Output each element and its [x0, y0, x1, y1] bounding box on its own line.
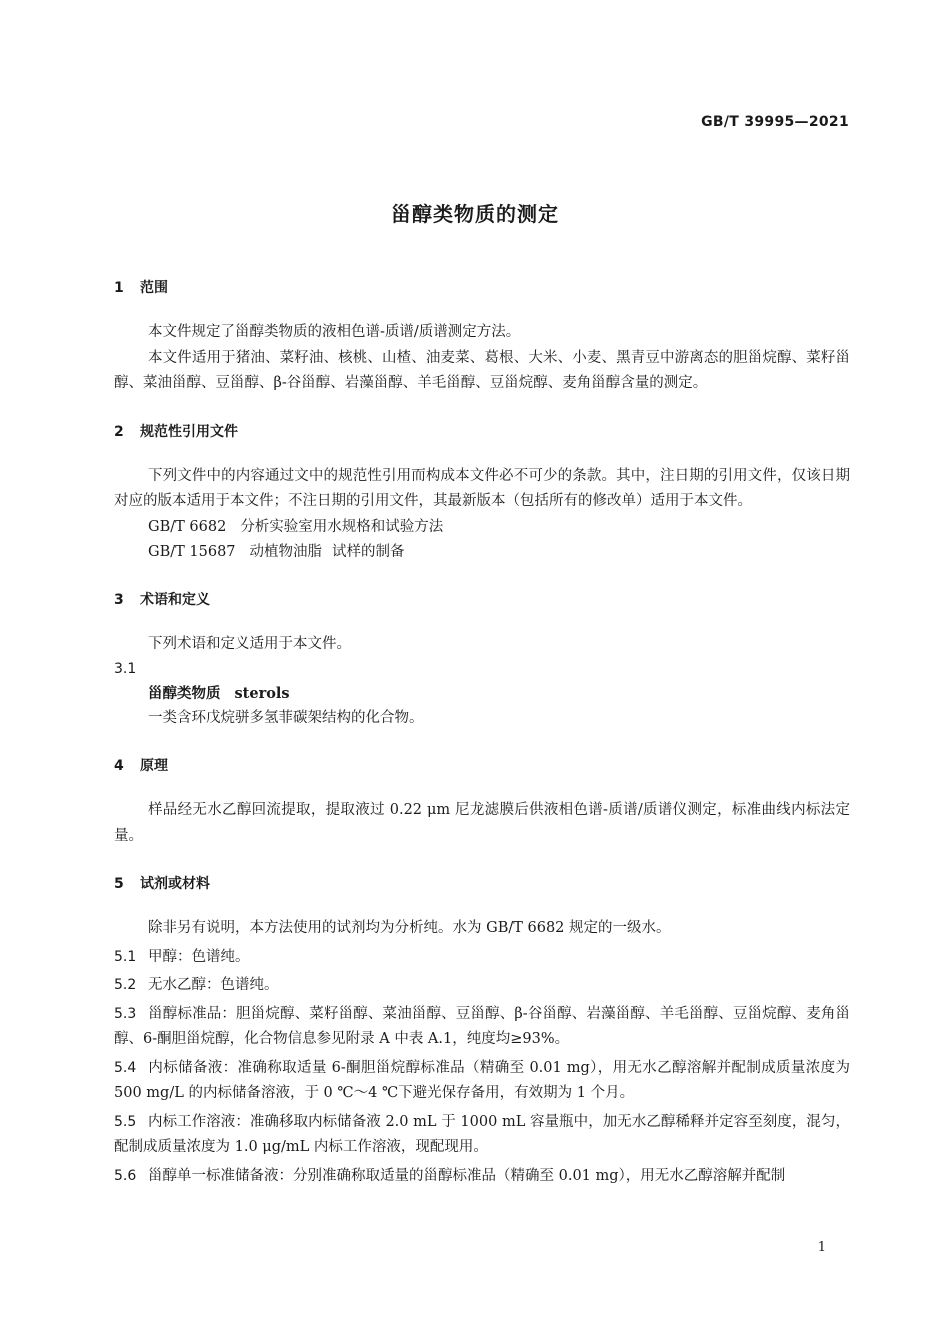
clause-number: 5.1 [114, 948, 137, 965]
term-number: 3.1 [114, 661, 137, 677]
clause-number: 5.3 [114, 1005, 137, 1022]
reference-item [114, 515, 850, 540]
section-title: 范围 [140, 280, 168, 296]
clause-text: 甾醇单一标准储备液：分别准确称取适量的甾醇标准品（精确至 0.01 mg），用无水乙醇溶解并配制 [148, 1167, 786, 1184]
clause-item [114, 973, 850, 999]
section-title: 原理 [140, 758, 168, 774]
clause-item [114, 1164, 850, 1190]
section-number: 5 [114, 876, 124, 892]
paragraph: 本文件规定了甾醇类物质的液相色谱-质谱/质谱测定方法。 [148, 324, 521, 340]
clause-item [114, 945, 850, 971]
clause-number: 5.2 [114, 977, 137, 993]
clause-text: 内标储备液：准确称取适量 6-酮胆甾烷醇标准品（精确至 0.01 mg），用无水乙醇溶解并配制成质量浓度为 500 mg/L 的内标储备溶液，于 0 ℃～4 ℃下避光保存备用，有效期为 1 个月。 [114, 1059, 850, 1101]
paragraph: 下列术语和定义适用于本文件。 [148, 635, 351, 652]
reference-subtitle: 试样的制备 [332, 543, 405, 560]
reference-title: 动植物油脂 [249, 543, 323, 560]
clause-item [114, 1002, 850, 1053]
clause-number: 5.4 [114, 1059, 137, 1076]
clause-item [114, 1056, 850, 1107]
standard-code: GB/T 39995—2021 [701, 114, 849, 130]
clause-text: 无水乙醇：色谱纯。 [148, 977, 279, 993]
section-number: 1 [114, 280, 124, 296]
section-number: 3 [114, 591, 124, 608]
clause-text: 甾醇标准品：胆甾烷醇、菜籽甾醇、菜油甾醇、豆甾醇、β-谷甾醇、岩藻甾醇、羊毛甾醇、豆甾烷醇、麦角甾醇、6-酮胆甾烷醇，化合物信息参见附录 A 中表 A.1，纯度均≥93%。 [114, 1005, 850, 1047]
section-title: 试剂或材料 [140, 876, 210, 892]
section-number: 4 [114, 758, 124, 774]
reference-item [114, 540, 850, 565]
clause-text: 甲醇：色谱纯。 [148, 948, 250, 965]
term-name-cn: 甾醇类物质 [148, 685, 221, 702]
paragraph: 下列文件中的内容通过文中的规范性引用而构成本文件必不可少的条款。其中，注日期的引用文件，仅该日期对应的版本适用于本文件；不注日期的引用文件，其最新版本（包括所有的修改单）适用于本文件。 [114, 467, 850, 509]
paragraph: 样品经无水乙醇回流提取，提取液过 0.22 μm 尼龙滤膜后供液相色谱-质谱/质谱仪测定，标准曲线内标法定量。 [114, 802, 850, 844]
clause-number: 5.5 [114, 1113, 137, 1130]
term-name-en: sterols [234, 685, 290, 702]
section-heading [114, 588, 850, 612]
section-title: 术语和定义 [140, 591, 210, 608]
section-number: 2 [114, 423, 124, 440]
term-name [114, 681, 850, 706]
section-title: 规范性引用文件 [140, 423, 238, 440]
section-heading [114, 276, 850, 300]
reference-code: GB/T 6682 [148, 518, 227, 535]
document-body [114, 276, 850, 1189]
page-number: 1 [817, 1240, 826, 1255]
clause-text: 内标工作溶液：准确移取内标储备液 2.0 mL 于 1000 mL 容量瓶中，加无水乙醇稀释并定容至刻度，混匀，配制成质量浓度为 1.0 μg/mL 内标工作溶液，现配现用。 [114, 1113, 850, 1155]
reference-title: 分析实验室用水规格和试验方法 [240, 518, 444, 535]
paragraph: 除非另有说明，本方法使用的试剂均为分析纯。水为 GB/T 6682 规定的一级水。 [148, 920, 671, 936]
clause-item [114, 1110, 850, 1161]
paragraph: 本文件适用于猪油、菜籽油、核桃、山楂、油麦菜、葛根、大米、小麦、黑青豆中游离态的胆甾烷醇、菜籽甾醇、菜油甾醇、豆甾醇、β-谷甾醇、岩藻甾醇、羊毛甾醇、豆甾烷醇、麦角甾醇含量的测定。 [114, 349, 850, 391]
document-title: 甾醇类物质的测定 [391, 202, 559, 226]
clause-number: 5.6 [114, 1167, 137, 1184]
section-heading [114, 754, 850, 778]
term-definition: 一类含环戊烷骈多氢菲碳架结构的化合物。 [148, 710, 424, 726]
reference-code: GB/T 15687 [148, 543, 236, 560]
section-heading [114, 872, 850, 896]
section-heading [114, 420, 850, 444]
